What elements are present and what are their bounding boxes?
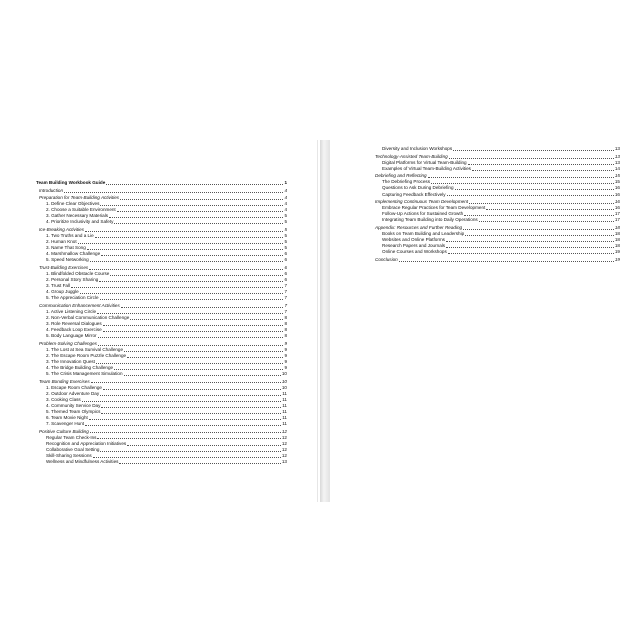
toc-entry-label: 4. Community Service Day [46, 402, 101, 408]
toc-dot-leader [90, 432, 281, 433]
toc-dot-leader [119, 463, 280, 464]
toc-entry-label: Questions to Ask During Debriefing [382, 185, 454, 191]
toc-entry-label: Research Papers and Journals [382, 243, 446, 249]
toc-subsection-entry[interactable] [36, 257, 287, 263]
toc-entry-label: 5. The Crisis Management Simulation [46, 370, 123, 376]
toc-page-number: 4 [284, 201, 287, 207]
toc-dot-leader [464, 215, 614, 216]
toc-entry-label: 3. Trust Fall [46, 283, 70, 289]
toc-page-number: 19 [614, 256, 620, 262]
toc-dot-leader [479, 221, 614, 222]
toc-dot-leader [85, 231, 283, 232]
toc-page-number: 11 [282, 390, 287, 396]
toc-dot-leader [446, 241, 614, 242]
toc-entry-label: Trust-Building Exercises [39, 264, 89, 270]
toc-page-number: 9 [284, 358, 287, 364]
toc-page-number: 4 [284, 195, 287, 201]
toc-dot-leader [463, 229, 614, 230]
toc-page-number: 11 [282, 402, 287, 408]
toc-entry-label: 2. The Escape Room Puzzle Challenge [46, 352, 127, 358]
toc-entry-label: 2. Non-Verbal Communication Challenge [46, 314, 130, 320]
toc-page-number: 16 [614, 205, 620, 211]
toc-dot-leader [110, 275, 283, 276]
toc-subsection-entry[interactable] [36, 333, 287, 339]
toc-dot-leader [100, 451, 281, 452]
toc-page-left [18, 140, 318, 502]
toc-page-right [332, 140, 632, 502]
toc-page-number: 7 [284, 308, 287, 314]
toc-page-number: 8 [284, 333, 287, 339]
toc-dot-leader [71, 287, 283, 288]
toc-dot-leader [448, 253, 614, 254]
toc-entry-label: Positive Culture Building [39, 428, 89, 434]
toc-dot-leader [89, 419, 281, 420]
toc-page-number: 8 [284, 321, 287, 326]
toc-dot-leader [91, 382, 281, 383]
toc-subsection-entry[interactable] [36, 371, 287, 377]
toc-dot-leader [101, 255, 283, 256]
toc-entry-label: Embrace Regular Practices for Team Development [382, 205, 486, 211]
toc-entry-label: Examples of Virtual Team-Building Activities [382, 165, 471, 171]
toc-entry-label: Follow-Up Actions for Sustained Growth [382, 211, 464, 217]
toc-page-number: 5 [284, 227, 287, 233]
toc-entry-label: Integrating Team Building into Daily Operations [382, 217, 478, 223]
toc-page-number: 17 [614, 217, 620, 223]
toc-page-number: 9 [284, 364, 287, 370]
toc-entry-label: Diversity and Inclusion Workshops [382, 146, 453, 151]
toc-subsection-entry[interactable] [36, 459, 287, 465]
toc-subsection-entry[interactable] [372, 249, 620, 255]
toc-dot-leader [100, 299, 284, 300]
toc-dot-leader [114, 223, 283, 224]
toc-page-number: 19 [614, 249, 620, 255]
toc-page-number: 18 [614, 224, 620, 230]
toc-dot-leader [469, 203, 614, 204]
toc-entry-label: Regular Team Check-Ins [46, 434, 97, 440]
toc-page-number: 18 [614, 230, 620, 236]
toc-dot-leader [399, 261, 614, 262]
toc-entry-label: The Debriefing Process [382, 179, 431, 185]
toc-entry-label: Problem-Solving Challenges [39, 340, 97, 346]
toc-entry-label: Online Courses and Workshops [382, 249, 447, 255]
toc-page-number: 10 [281, 378, 287, 384]
toc-page-number: 16 [614, 185, 620, 191]
toc-page-number: 6 [284, 271, 287, 277]
toc-page-number: 13 [614, 146, 620, 151]
toc-dot-leader [453, 150, 614, 151]
toc-entry-label: 3. Role Reversal Dialogues [46, 321, 102, 326]
toc-entry-label: 6. Team Movie Night [46, 414, 88, 420]
toc-dot-leader [99, 281, 283, 282]
toc-dot-leader [82, 401, 281, 402]
toc-page-number: 13 [614, 159, 620, 165]
toc-entry-label: 4. Prioritize Inclusivity and Safety [46, 219, 114, 225]
toc-dot-leader [465, 235, 614, 236]
toc-subsection-entry[interactable] [36, 295, 287, 301]
toc-page-number: 13 [614, 153, 620, 159]
toc-page-number: 6 [284, 251, 287, 257]
toc-page-number: 5 [284, 233, 287, 239]
toc-page-number: 12 [281, 428, 287, 434]
toc-entry-label: 5. Themed Team Olympics [46, 408, 101, 414]
toc-entry-label: 3. Cooking Class [46, 396, 81, 402]
toc-list-right [372, 146, 620, 263]
toc-page-number: 12 [281, 440, 287, 446]
toc-page-number: 14 [614, 165, 620, 171]
toc-dot-leader [85, 425, 281, 426]
toc-page-number: 15 [614, 173, 620, 179]
toc-entry-label: 1. Escape Room Challenge [46, 384, 102, 390]
toc-page-number: 11 [282, 408, 287, 414]
toc-dot-leader [87, 249, 284, 250]
toc-entry-label: Wellness and Mindfulness Activities [46, 458, 119, 464]
page-gutter [320, 140, 330, 502]
toc-dot-leader [124, 351, 283, 352]
toc-page-number: 8 [284, 314, 287, 320]
toc-entry-label: 2. Personal Story Sharing [46, 277, 99, 283]
toc-entry-label: 2. Choose a Suitable Environment [46, 207, 116, 213]
toc-entry-label: 3. Name That Song [46, 245, 86, 251]
toc-entry-label: 4. The Bridge Building Challenge [46, 364, 114, 370]
toc-dot-leader [100, 395, 281, 396]
toc-entry-label: 4. Marshmallow Challenge [46, 251, 101, 257]
toc-page-number: 5 [284, 219, 287, 225]
toc-dot-leader [472, 170, 614, 171]
toc-dot-leader [103, 325, 284, 326]
toc-section-entry[interactable] [372, 257, 620, 263]
toc-dot-leader [120, 199, 283, 200]
toc-dot-leader [486, 209, 614, 210]
toc-entry-label: 5. Speed Networking [46, 257, 89, 263]
toc-page-number: 11 [282, 396, 287, 402]
toc-entry-label: Preparation for Team-Building Activities [39, 195, 120, 201]
toc-entry-label: Appendix: Resources and Further Reading [375, 224, 463, 230]
toc-dot-leader [109, 217, 283, 218]
toc-page-number: 15 [614, 179, 620, 185]
toc-entry-label: 3. The Innovation Quest [46, 358, 95, 364]
toc-dot-leader [447, 195, 614, 196]
toc-page-number: 6 [284, 277, 287, 283]
toc-entry-label: 5. Body Language Mirror [46, 333, 97, 339]
toc-page-number: 4 [284, 207, 287, 213]
toc-entry-label: Ice-Breaking Activities [39, 227, 85, 233]
toc-page-number: 5 [284, 239, 287, 245]
toc-entry-label: Implementing Continuous Team Development [375, 199, 469, 205]
toc-dot-leader [78, 243, 284, 244]
toc-dot-leader [130, 319, 283, 320]
toc-page-number: 18 [614, 237, 620, 243]
toc-list-left [36, 180, 287, 465]
toc-page-number: 6 [284, 264, 287, 270]
toc-dot-leader [124, 375, 281, 376]
toc-section-entry[interactable] [36, 188, 287, 194]
toc-entry-label: Team Bonding Exercises [39, 378, 90, 384]
toc-dot-leader [98, 337, 284, 338]
toc-dot-leader [93, 457, 281, 458]
toc-page-number: 11 [282, 420, 287, 426]
toc-page-number: 9 [284, 346, 287, 352]
toc-page-number: 12 [281, 446, 287, 452]
toc-subsection-entry[interactable] [36, 219, 287, 225]
toc-page-number: 5 [284, 213, 287, 219]
toc-page-number: 17 [614, 211, 620, 217]
toc-entry-label: 4. Group Juggle [46, 289, 79, 295]
toc-entry-label: 2. Outdoor Adventure Day [46, 390, 100, 396]
toc-entry-label: Books on Team Building and Leadership [382, 230, 465, 236]
toc-entry-label: Conclusion [375, 256, 398, 262]
toc-page-number: 9 [284, 352, 287, 358]
toc-subsection-entry[interactable] [372, 146, 620, 152]
toc-page-number: 5 [284, 245, 287, 251]
toc-entry-label: Capturing Feedback Effectively [382, 191, 446, 197]
toc-dot-leader [121, 307, 284, 308]
toc-entry-label: 1. Active Listening Circle [46, 308, 97, 314]
toc-entry-label: 2. Human Knot [46, 239, 77, 245]
toc-dot-leader [127, 445, 281, 446]
toc-dot-leader [103, 331, 284, 332]
toc-subsection-entry[interactable] [372, 192, 620, 198]
toc-dot-leader [64, 192, 283, 193]
toc-entry-label: 3. Gather Necessary Materials [46, 213, 109, 219]
toc-entry-label: Team Building Workbook Guide [36, 180, 106, 185]
toc-page-number: 18 [614, 243, 620, 249]
toc-entry-label: Introduction [39, 187, 64, 193]
toc-entry-label: Recognition and Appreciation Initiatives [46, 440, 127, 446]
toc-entry-label: Communication Enhancement Activities [39, 302, 120, 308]
toc-entry-label: Collaborative Goal Setting [46, 446, 100, 452]
toc-page-number: 10 [281, 370, 287, 376]
toc-page-number: 10 [281, 384, 287, 390]
toc-page-number: 7 [284, 283, 287, 289]
toc-dot-leader [95, 237, 284, 238]
toc-dot-leader [455, 189, 614, 190]
toc-page-number: 7 [284, 289, 287, 295]
toc-dot-leader [468, 164, 614, 165]
toc-page-number: 13 [281, 458, 287, 464]
toc-entry-label: 1. Blindfolded Obstacle Course [46, 271, 110, 277]
toc-dot-leader [117, 211, 284, 212]
toc-entry-label: Digital Platforms for Virtual Team-Building [382, 159, 467, 165]
toc-dot-leader [106, 184, 283, 185]
toc-dot-leader [446, 247, 614, 248]
toc-page-number: 9 [284, 340, 287, 346]
toc-dot-leader [101, 413, 281, 414]
toc-page-number: 12 [281, 452, 287, 458]
toc-subsection-entry[interactable] [372, 217, 620, 223]
toc-page-number: 7 [284, 302, 287, 308]
toc-subsection-entry[interactable] [36, 421, 287, 427]
toc-dot-leader [431, 183, 614, 184]
toc-page-number: 7 [284, 295, 287, 301]
toc-entry-label: 5. The Appreciation Circle [46, 295, 99, 301]
toc-entry-label: Technology-Assisted Team-Building [375, 153, 448, 159]
toc-dot-leader [80, 293, 284, 294]
toc-dot-leader [89, 269, 283, 270]
toc-entry-label: Debriefing and Reflecting [375, 173, 427, 179]
toc-entry-label: 1. The Lost at Sea Survival Challenge [46, 346, 124, 352]
toc-dot-leader [98, 345, 283, 346]
toc-dot-leader [114, 369, 283, 370]
toc-dot-leader [103, 389, 281, 390]
toc-entry-label: 7. Scavenger Hunt [46, 420, 85, 426]
toc-page-number: 12 [281, 434, 287, 440]
toc-entry-label: Websites and Online Platforms [382, 237, 445, 243]
toc-dot-leader [90, 261, 284, 262]
toc-page-number: 4 [284, 187, 287, 193]
toc-dot-leader [127, 357, 283, 358]
toc-entry-label: 1. Two Truths and a Lie [46, 233, 94, 239]
toc-page-number: 1 [284, 180, 287, 185]
toc-title-entry[interactable] [36, 180, 287, 186]
toc-entry-label: 4. Feedback Loop Exercise [46, 327, 102, 333]
toc-page-number: 16 [614, 199, 620, 205]
toc-dot-leader [100, 205, 283, 206]
toc-dot-leader [428, 177, 614, 178]
toc-dot-leader [97, 438, 280, 439]
toc-dot-leader [97, 313, 283, 314]
toc-dot-leader [96, 363, 283, 364]
toc-entry-label: 1. Define Clear Objectives [46, 201, 100, 207]
toc-entry-label: Skill-Sharing Sessions [46, 452, 92, 458]
toc-page-number: 8 [284, 327, 287, 333]
toc-dot-leader [101, 407, 281, 408]
toc-dot-leader [449, 158, 614, 159]
toc-subsection-entry[interactable] [372, 166, 620, 172]
toc-page-number: 6 [284, 257, 287, 263]
toc-page-number: 16 [614, 191, 620, 197]
toc-page-number: 11 [282, 414, 287, 420]
